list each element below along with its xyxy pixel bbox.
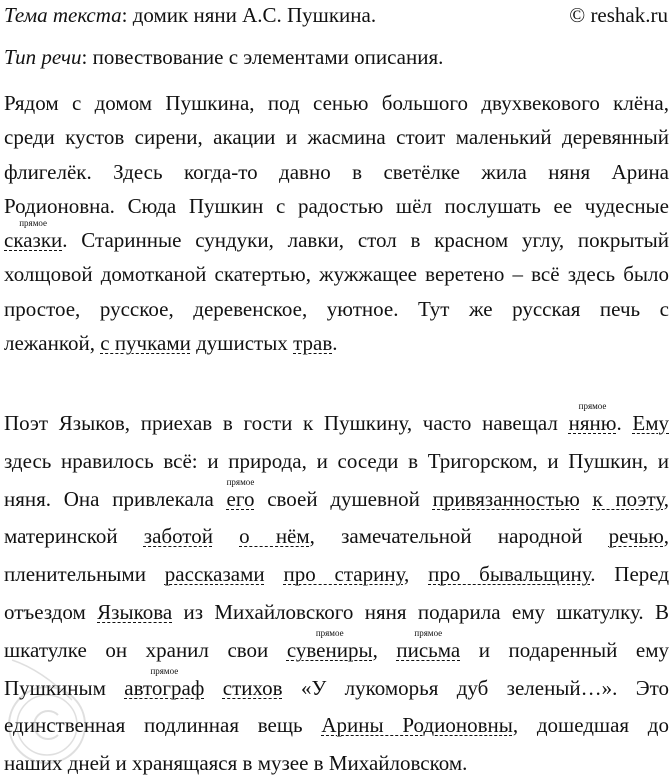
text-segment xyxy=(4,751,467,775)
text-segment xyxy=(664,487,669,511)
text-segment xyxy=(204,676,222,700)
segment-text: душистых xyxy=(190,331,294,356)
paragraph-1 xyxy=(4,86,669,360)
underlined-word xyxy=(4,218,63,253)
annotation-note: прямое xyxy=(315,627,344,638)
text-segment xyxy=(664,524,669,548)
segment-text: , xyxy=(663,524,670,549)
text-segment xyxy=(191,331,293,355)
segment-text: своей душевной xyxy=(254,486,433,511)
segment-text: Арины Родионовны xyxy=(321,713,513,738)
segment-text: привязанностью xyxy=(432,486,580,511)
text-line xyxy=(4,745,669,783)
underlined-word xyxy=(286,627,373,662)
segment-text: материнской xyxy=(4,524,144,549)
text-line xyxy=(4,218,669,257)
segment-text: отъездом xyxy=(4,599,98,624)
segment-text: флигелёк. Здесь когда-то давно в светёлке жила няня Арина xyxy=(4,159,669,184)
segment-text: про бывальщину xyxy=(428,562,591,587)
segment-text: . xyxy=(616,411,633,435)
annotation-note: прямое xyxy=(226,476,255,487)
text-segment xyxy=(4,411,569,435)
text-segment xyxy=(4,194,669,218)
segment-text: из Михайловского няня подарила ему шкатулку. В xyxy=(172,599,670,624)
text-segment xyxy=(4,638,287,662)
segment-text: «У лукоморья дуб зеленый…». Это xyxy=(282,675,670,700)
underlined-word xyxy=(321,713,512,737)
segment-text: . Старинные сундуки, лавки, стол в красном углу, покрытый xyxy=(62,228,669,253)
segment-text: о нём xyxy=(239,524,310,549)
text-segment xyxy=(332,331,337,355)
segment-text: няню xyxy=(568,411,617,435)
segment-text: , xyxy=(403,562,429,587)
underlined-word xyxy=(100,331,191,355)
text-segment xyxy=(62,228,669,252)
text-segment xyxy=(4,160,669,184)
text-segment xyxy=(616,411,632,435)
text-line xyxy=(4,86,669,120)
underlined-word xyxy=(97,600,172,624)
text-line xyxy=(4,594,669,632)
text-segment xyxy=(4,524,144,548)
segment-text: . Перед xyxy=(590,562,670,587)
segment-text xyxy=(213,524,239,548)
text-segment xyxy=(254,487,432,511)
text-segment xyxy=(213,524,239,548)
text-line xyxy=(4,120,669,154)
segment-text: автограф xyxy=(124,675,205,700)
text-line xyxy=(4,401,670,443)
text-segment xyxy=(4,713,321,737)
segment-text: простое, русское, деревенское, уютное. Тут же русская печь с xyxy=(4,296,669,321)
segment-text: шкатулке он хранил свои xyxy=(4,637,287,662)
text-line xyxy=(4,155,669,189)
text-line xyxy=(4,189,669,223)
annotation-note: прямое xyxy=(150,665,179,676)
text-line xyxy=(4,707,669,745)
text-segment xyxy=(4,262,669,286)
text-segment xyxy=(4,91,669,115)
segment-text: , замечательной народной xyxy=(309,524,609,549)
text-segment xyxy=(460,638,669,662)
segment-text: здесь нравилось всё: и природа, и соседи в Тригорском, и Пушкин, и xyxy=(4,448,669,473)
segment-text: , xyxy=(372,637,397,662)
segment-text xyxy=(204,676,222,700)
paragraph-2 xyxy=(4,401,670,783)
text-line xyxy=(4,665,670,708)
text-segment xyxy=(4,331,100,355)
annotation-note: прямое xyxy=(19,218,48,229)
underlined-word xyxy=(226,476,255,511)
text-segment xyxy=(265,562,284,586)
text-segment xyxy=(4,297,669,321)
segment-text: сувениры xyxy=(286,637,373,662)
segment-text: единственная подлинная вещь xyxy=(4,713,322,738)
text-line xyxy=(4,476,669,519)
segment-text xyxy=(265,562,284,586)
topic-label: Тема текста xyxy=(4,3,122,27)
segment-text: , xyxy=(663,486,669,511)
copyright-text: © reshak.ru xyxy=(569,3,668,27)
text-line xyxy=(4,292,669,326)
segment-text: Рядом с домом Пушкина, под сенью большого двухвекового клёна, xyxy=(4,91,669,115)
segment-text: Родионовна. Сюда Пушкин с радостью шёл послушать ее чудесные xyxy=(4,193,669,218)
underlined-word xyxy=(593,487,664,511)
segment-text: . xyxy=(332,331,338,356)
text-segment xyxy=(4,125,669,149)
segment-text: и подаренный ему xyxy=(460,637,669,662)
segment-text: речью xyxy=(608,524,664,549)
text-segment xyxy=(580,487,593,511)
segment-text: его xyxy=(226,486,255,511)
segment-text: холщовой домотканой скатертью, жужжащее веретено – всё здесь было xyxy=(4,262,669,287)
underlined-word xyxy=(124,665,205,700)
text-segment xyxy=(283,676,669,700)
speech-type-line xyxy=(4,45,443,69)
text-segment xyxy=(4,676,124,700)
underlined-word xyxy=(239,524,310,548)
text-line xyxy=(4,326,669,360)
topic-line xyxy=(4,3,376,27)
segment-text: Поэт Языков, приехав в гости к Пушкину, часто навещал xyxy=(4,411,569,435)
underlined-word xyxy=(165,562,265,586)
segment-text: заботой xyxy=(143,524,213,549)
text-line xyxy=(4,627,669,670)
underlined-word xyxy=(283,562,404,586)
annotation-note: прямое xyxy=(578,401,607,411)
annotation-note: прямое xyxy=(414,627,443,638)
text-segment xyxy=(172,600,669,624)
underlined-word xyxy=(568,401,617,435)
text-segment xyxy=(590,562,669,586)
text-line xyxy=(4,443,669,481)
segment-text: Пушкиным xyxy=(4,675,125,700)
underlined-word xyxy=(396,627,461,662)
segment-text: среди кустов сирени, акации и жасмина стоит маленький деревянный xyxy=(4,125,669,150)
segment-text: трав xyxy=(293,331,333,356)
segment-text: с пучками xyxy=(100,331,191,356)
segment-text: , дошедшая до xyxy=(512,713,669,738)
text-segment xyxy=(4,562,165,586)
text-line xyxy=(4,518,669,556)
segment-text xyxy=(580,487,593,511)
segment-text: Ему xyxy=(632,411,670,435)
text-segment xyxy=(4,449,669,473)
segment-text: Языкова xyxy=(97,599,173,624)
segment-text: письма xyxy=(396,637,461,662)
underlined-word xyxy=(433,487,580,511)
text-segment xyxy=(4,487,227,511)
underlined-word xyxy=(632,411,669,435)
segment-text: рассказами xyxy=(164,562,265,587)
segment-text: наших дней и хранящаяся в музее в Михайловском. xyxy=(4,751,468,776)
text-segment xyxy=(4,600,97,624)
underlined-word xyxy=(428,562,590,586)
segment-text: к поэту xyxy=(592,486,664,511)
underlined-word xyxy=(293,331,332,355)
segment-text: лежанкой, xyxy=(4,331,101,356)
underlined-word xyxy=(609,524,664,548)
topic-value: : домик няни А.С. Пушкина. xyxy=(121,3,377,27)
segment-text: стихов xyxy=(222,675,283,700)
underlined-word xyxy=(223,676,283,700)
segment-text: сказки xyxy=(4,228,63,253)
segment-text: про старину xyxy=(283,562,404,587)
text-line xyxy=(4,556,669,594)
underlined-word xyxy=(144,524,213,548)
segment-text: няня. Она привлекала xyxy=(4,486,227,511)
speech-type-value: : повествование с элементами описания. xyxy=(81,45,444,69)
text-segment xyxy=(310,524,609,548)
segment-text: пленительными xyxy=(4,562,165,587)
text-segment xyxy=(513,713,669,737)
speech-type-label: Тип речи xyxy=(4,45,82,69)
text-segment xyxy=(404,562,428,586)
text-segment xyxy=(373,638,397,662)
text-line xyxy=(4,257,669,291)
